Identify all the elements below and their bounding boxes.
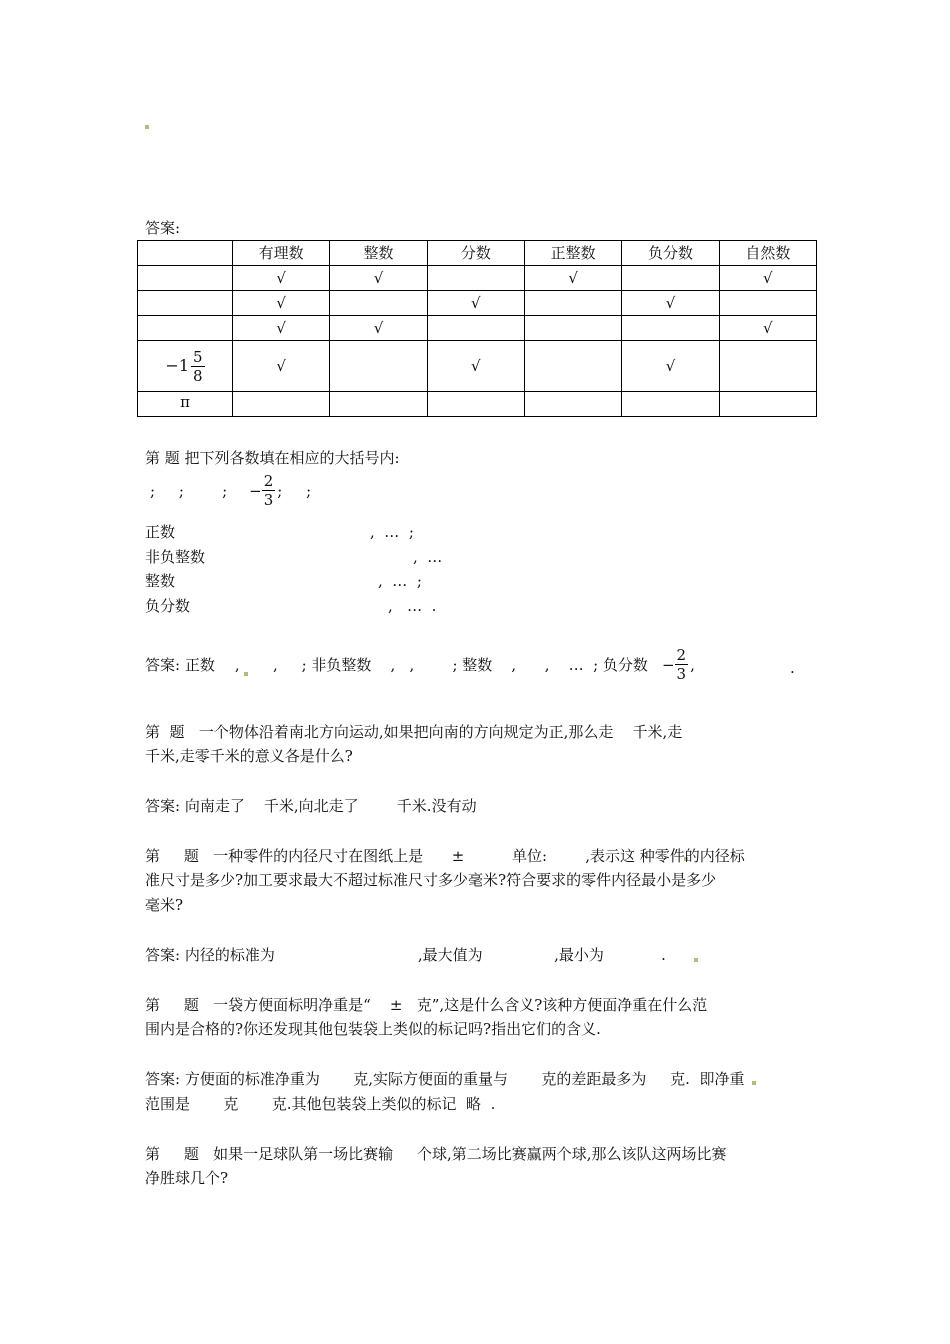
table-row: [138, 316, 817, 341]
fraction-numerator: 2: [263, 472, 274, 490]
fraction-denominator: 8: [193, 366, 203, 385]
check-cell: [524, 291, 621, 316]
mixed-whole: −1: [165, 356, 190, 375]
check-cell: √: [622, 291, 719, 316]
answer-table: [137, 240, 817, 417]
category-tail: , … ;: [378, 572, 422, 590]
question-3-line: 第 题 一种零件的内径尺寸在图纸上是 ± 单位: ,表示这 种零件的内径标: [145, 847, 745, 865]
check-cell: [719, 392, 816, 417]
check-cell: [622, 266, 719, 291]
question-1-numbers: [150, 472, 311, 509]
check-cell: √: [233, 341, 330, 392]
category-tail: , … ;: [370, 523, 414, 541]
check-cell: √: [233, 316, 330, 341]
header-cell: 分数: [427, 241, 524, 266]
category-tail: , … .: [388, 597, 437, 615]
check-cell: [719, 341, 816, 392]
question-2-line: 千米,走零千米的意义各是什么?: [145, 747, 353, 765]
question-4-line: 围内是合格的?你还发现其他包装袋上类似的标记吗?指出它们的含义.: [145, 1020, 601, 1038]
question-1-answer: [145, 646, 695, 683]
fraction-denominator: 3: [676, 665, 687, 683]
check-cell: [427, 266, 524, 291]
table-answer-label: 答案:: [145, 219, 181, 237]
table-header-row: [138, 241, 817, 266]
check-cell: √: [330, 316, 427, 341]
check-cell: [330, 291, 427, 316]
check-cell: √: [719, 316, 816, 341]
table-row: [138, 291, 817, 316]
header-cell: 正整数: [524, 241, 621, 266]
fraction-numerator: 5: [193, 347, 203, 366]
header-cell: [138, 241, 233, 266]
header-cell: 自然数: [719, 241, 816, 266]
question-5-line: 净胜球几个?: [145, 1169, 229, 1187]
category-label: 非负整数: [145, 548, 206, 566]
table-row: [138, 392, 817, 417]
question-4-answer: 答案: 方便面的标准净重为 克,实际方便面的重量与 克的差距最多为 克. 即净重: [145, 1070, 745, 1088]
question-3-answer: 答案: 内径的标准为 ,最大值为 ,最小为 .: [145, 946, 666, 964]
answer-tail: ,: [690, 655, 695, 674]
check-cell: √: [233, 291, 330, 316]
header-cell: 有理数: [233, 241, 330, 266]
question-2-answer: 答案: 向南走了 千米,向北走了 千米.没有动: [145, 797, 477, 815]
check-cell: √: [233, 266, 330, 291]
question-3-line: 毫米?: [145, 896, 184, 914]
answer-prefix: 答案: 正数: [145, 655, 215, 674]
category-label: 正数: [145, 523, 176, 541]
answer-period: .: [790, 659, 795, 677]
table-row: [138, 266, 817, 291]
check-cell: [427, 392, 524, 417]
check-cell: [622, 316, 719, 341]
header-cell: 整数: [330, 241, 427, 266]
question-3-line: 准尺寸是多少?加工要求最大不超过标准尺寸多少毫米?符合要求的零件内径最小是多少: [145, 871, 717, 889]
check-cell: [622, 392, 719, 417]
numbers-separators-right: ; ;: [277, 481, 312, 500]
fraction-denominator: 3: [263, 491, 274, 509]
category-tail: , …: [413, 548, 443, 566]
question-4-line: 第 题 一袋方便面标明净重是“ ± 克”,这是什么含义?该种方便面净重在什么范: [145, 996, 708, 1014]
category-label: 整数: [145, 572, 176, 590]
fraction: [262, 472, 276, 509]
row-label: π: [138, 392, 233, 417]
fraction-numerator: 2: [676, 646, 687, 664]
check-cell: √: [524, 266, 621, 291]
check-cell: [524, 392, 621, 417]
header-cell: 负分数: [622, 241, 719, 266]
scan-mark: [752, 1081, 756, 1085]
row-label: [138, 316, 233, 341]
check-cell: √: [330, 266, 427, 291]
question-5-line: 第 题 如果一足球队第一场比赛输 个球,第二场比赛赢两个球,那么该队这两场比赛: [145, 1145, 727, 1163]
row-label-mixed-number: [138, 341, 233, 392]
minus-sign: −: [249, 481, 262, 500]
check-cell: √: [427, 341, 524, 392]
category-label: 负分数: [145, 597, 191, 615]
check-cell: [524, 316, 621, 341]
check-cell: √: [719, 266, 816, 291]
fraction: [675, 646, 689, 683]
scan-mark: [145, 125, 149, 129]
check-cell: [330, 341, 427, 392]
scan-mark: [694, 958, 698, 962]
check-cell: [330, 392, 427, 417]
check-cell: [233, 392, 330, 417]
row-label: [138, 291, 233, 316]
minus-sign: −: [661, 655, 675, 674]
check-cell: [719, 291, 816, 316]
question-1-title: 第 题 把下列各数填在相应的大括号内:: [145, 449, 400, 467]
check-cell: [524, 341, 621, 392]
check-cell: [427, 316, 524, 341]
check-cell: √: [622, 341, 719, 392]
question-4-answer: 范围是 克 克.其他包装袋上类似的标记 略 .: [145, 1095, 496, 1113]
numbers-separators-left: ; ; ;: [150, 481, 228, 500]
table-row: [138, 341, 817, 392]
question-2-line: 第 题 一个物体沿着南北方向运动,如果把向南的方向规定为正,那么走 千米,走: [145, 723, 683, 741]
check-cell: √: [427, 291, 524, 316]
fraction: [191, 348, 205, 385]
row-label: [138, 266, 233, 291]
answer-middle: , , ; 非负整数 , , ; 整数 , , … ; 负分数: [234, 655, 648, 674]
